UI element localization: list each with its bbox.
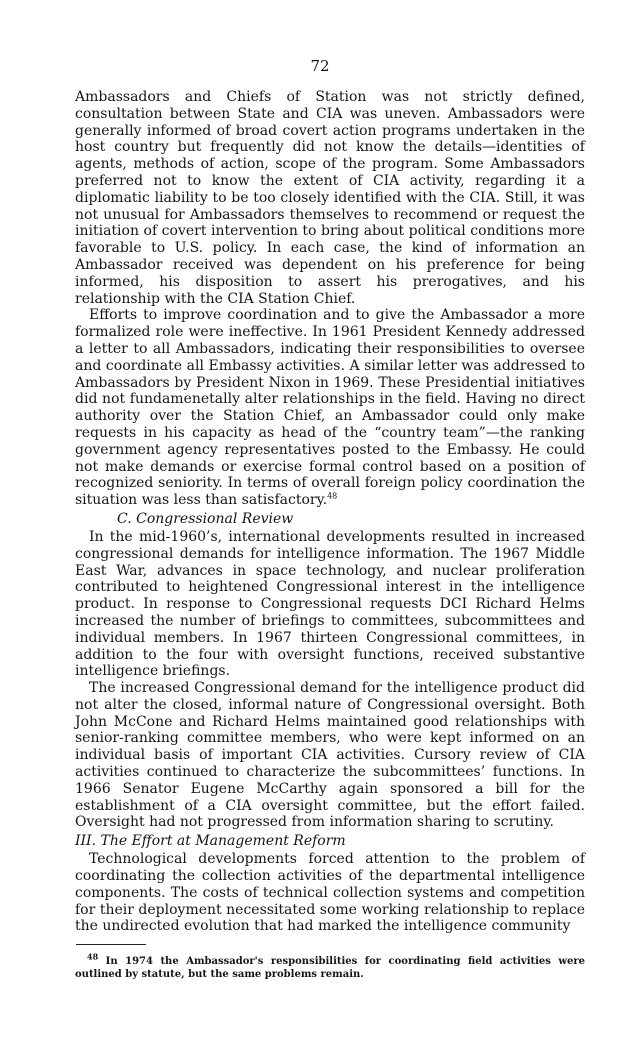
footnote (75, 951, 586, 981)
footnote-divider (76, 944, 146, 945)
footnote-text: In 1974 the Ambassador's responsibilities for coordinating field activities were outlined by statute, but the same problems remain. (75, 956, 586, 980)
page-number: 72 (310, 57, 330, 75)
paragraph-5: Technological developments forced attention to the problem of coordinating the collection activities of the departmental intelligence components. The costs of technical collection systems and competition for their deployment necessitated some working relationship to replace the undirected evolution that had marked the intelligence community (75, 851, 585, 935)
footnote-reference: 48 (327, 491, 338, 501)
footnote-marker: 48 (87, 951, 99, 962)
paragraph-4: The increased Congressional demand for the intelligence product did not alter the closed, informal nature of Congressional oversight. Both John McCone and Richard Helms maintained good relationships with senior-ranking committee members, who were kept informed on an individual basis of important CIA activities. Cursory review of CIA activities continued to characterize the subcommittees’ functions. In 1966 Senator Eugene McCarthy again sponsored a bill for the establishment of a CIA oversight committee, but the effort failed. Oversight had not progressed from information sharing to scrutiny. (75, 680, 585, 831)
paragraph-3: In the mid-1960’s, international developments resulted in increased congressional demands for intelligence information. The 1967 Middle East War, advances in space technology, and nuclear proliferation contributed to heightened Congressional interest in the intelligence product. In response to Congressional requests DCI Richard Helms increased the number of briefings to committees, subcommittees and individual members. In 1967 thirteen Congressional committees, in addition to the four with oversight functions, received substantive intelligence briefings. (75, 528, 585, 680)
body-text (75, 89, 585, 935)
paragraph-2-text: Efforts to improve coordination and to give the Ambassador a more formalized role were ineffective. In 1961 President Kennedy addressed a letter to all Ambassadors, indicating their responsibilities to oversee and coordinate all Embassy activities. A similar letter was addressed to Ambassadors by President Nixon in 1969. These Presidential initiatives did not fundamenetally alter relationships in the field. Having no direct authority over the Station Chief, an Ambassador could only make requests in his capacity as head of the “country team”—the ranking government agency representatives posted to the Embassy. He could not make demands or exercise formal control based on a position of recognized seniority. In terms of overall foreign policy coordination the situation was less than satisfactory. (75, 307, 585, 509)
paragraph-2 (75, 307, 585, 509)
section-heading-congressional-review: C. Congressional Review (117, 510, 294, 527)
section-heading-management-reform: III. The Effort at Management Reform (75, 833, 346, 850)
paragraph-1: Ambassadors and Chiefs of Station was not strictly defined, consultation between State and CIA was uneven. Ambassadors were generally informed of broad covert action programs undertaken in the host country but frequently did not know the details—identities of agents, methods of action, scope of the program. Some Ambassadors preferred not to know the extent of CIA activity, regarding it a diplomatic liability to be too closely identified with the CIA. Still, it was not unusual for Ambassadors themselves to recommend or request the initiation of covert intervention to bring about political conditions more favorable to U.S. policy. In each case, the kind of information an Ambassador received was dependent on his preference for being informed, his disposition to assert his prerogatives, and his relationship with the CIA Station Chief. (75, 89, 585, 307)
